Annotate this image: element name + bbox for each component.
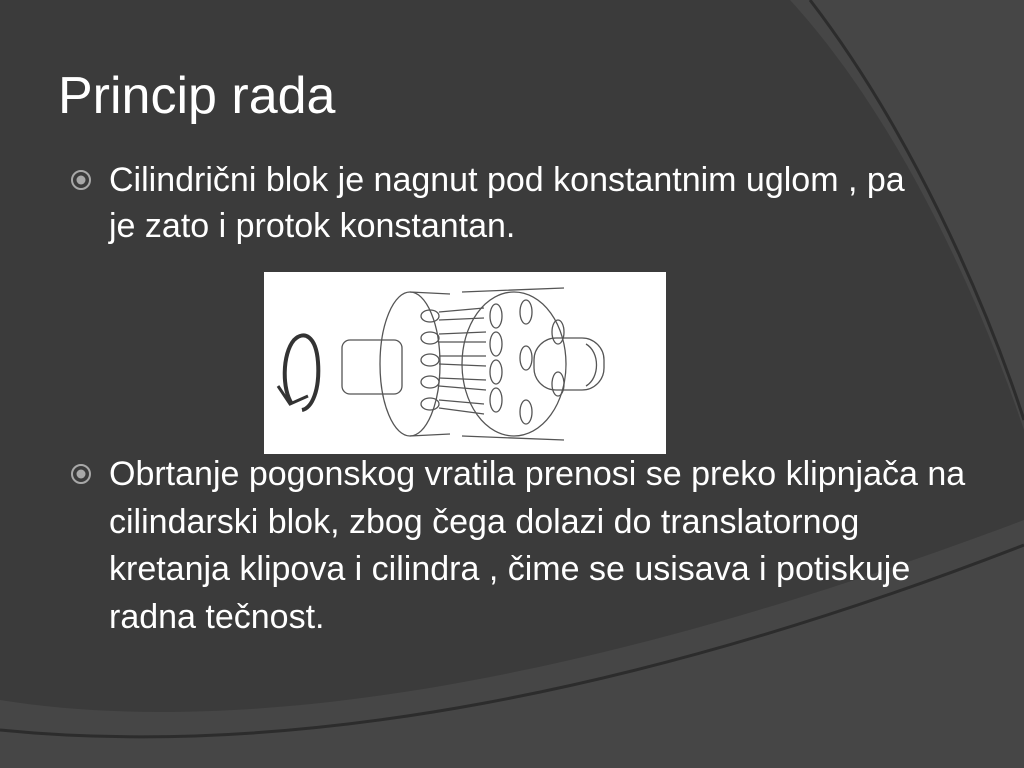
bullet-text: Cilindrični blok je nagnut pod konstantnim uglom , pa je zato i protok konstantan. xyxy=(109,161,905,245)
bullet-text: Obrtanje pogonskog vratila prenosi se preko klipnjača na cilindarski blok, zbog čega dolazi do translatornog kretanja klipova i cilindra , čime se usisava i potiskuje radna tečnost. xyxy=(109,455,966,636)
target-bullet-icon xyxy=(70,169,92,191)
slide-title: Princip rada xyxy=(58,67,336,125)
target-bullet-icon xyxy=(70,463,92,485)
rotation-arrow-icon xyxy=(278,335,318,410)
pump-illustration xyxy=(264,272,666,454)
axial-piston-pump-illustration xyxy=(264,272,666,454)
